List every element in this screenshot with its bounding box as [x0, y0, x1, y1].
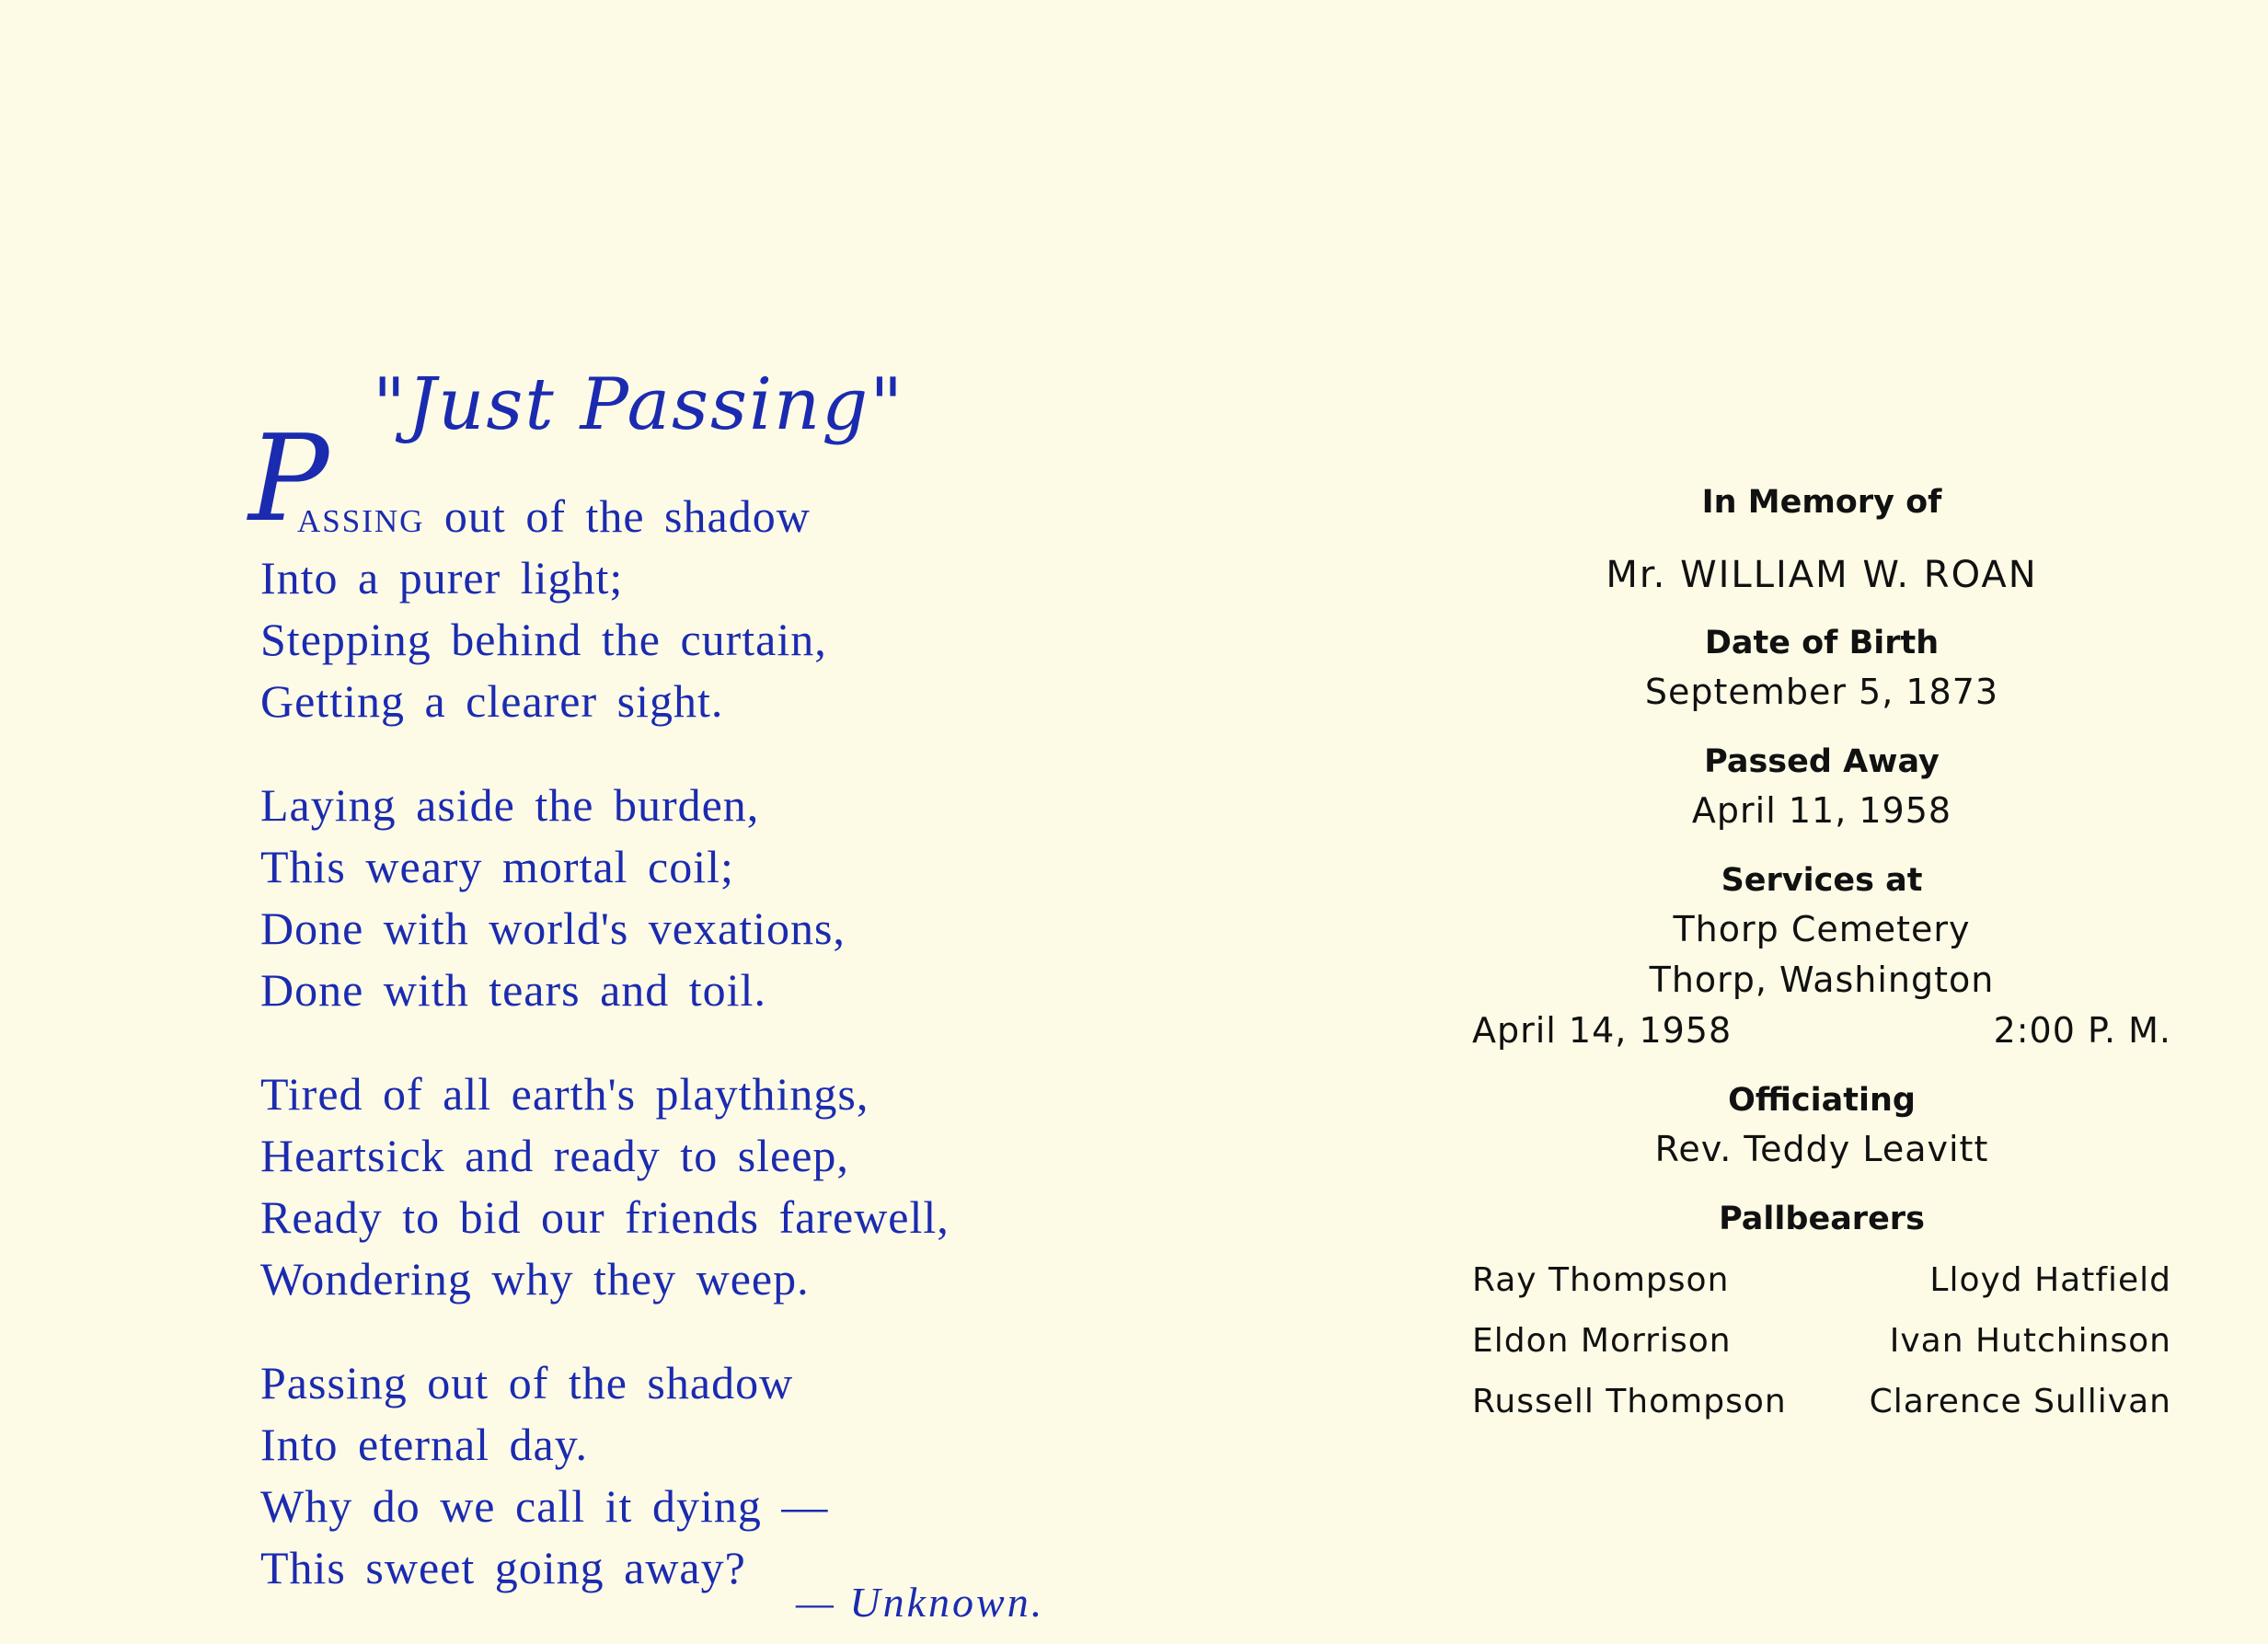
death-date: April 11, 1958	[1691, 790, 1952, 831]
birth-date: September 5, 1873	[1644, 672, 1999, 712]
poem-attribution: — Unknown.	[796, 1579, 1045, 1626]
pallbearer: Ivan Hutchinson	[1889, 1322, 2171, 1360]
in-memory-section	[1472, 478, 2171, 601]
poem-line: This weary mortal coil;	[260, 841, 734, 892]
birth-section	[1472, 619, 2171, 718]
officiant-name: Rev. Teddy Leavitt	[1654, 1129, 1989, 1169]
poem-line: Passing out of the shadow	[260, 1357, 794, 1408]
poem-line: Why do we call it dying —	[260, 1480, 829, 1532]
services-time: 2:00 P. M.	[1993, 1010, 2171, 1051]
poem-line: Stepping behind the curtain,	[260, 614, 827, 665]
first-line-smallcaps: assing	[297, 490, 425, 542]
birth-label: Date of Birth	[1704, 625, 1940, 661]
poem-title: "Just Passing"	[373, 363, 905, 446]
poem-line: Laying aside the burden,	[260, 779, 760, 831]
in-memory-label: In Memory of	[1701, 484, 1942, 521]
poem-stanza-2	[260, 775, 950, 1021]
poem-stanza-4	[260, 1352, 950, 1599]
pallbearer: Eldon Morrison	[1472, 1322, 1732, 1360]
poem-line: Wondering why they weep.	[260, 1253, 810, 1305]
officiating-label: Officiating	[1728, 1082, 1916, 1119]
poem-line: Into a purer light;	[260, 552, 624, 604]
pallbearer: Russell Thompson	[1472, 1383, 1787, 1420]
poem-line: This sweet going away?	[260, 1542, 746, 1593]
pallbearers-section	[1472, 1195, 2171, 1243]
services-place: Thorp Cemetery	[1673, 909, 1971, 949]
pallbearer: Clarence Sullivan	[1869, 1383, 2171, 1420]
poem-line: Ready to bid our friends farewell,	[260, 1191, 950, 1243]
poem-stanza-1	[260, 486, 950, 732]
poem-body	[260, 486, 950, 1641]
services-date: April 14, 1958	[1472, 1010, 1733, 1051]
death-label: Passed Away	[1704, 743, 1940, 780]
poem-line: Done with world's vexations,	[260, 902, 846, 954]
death-section	[1472, 738, 2171, 836]
poem-line: Tired of all earth's playthings,	[260, 1068, 869, 1120]
officiating-section	[1472, 1076, 2171, 1175]
pallbearer: Ray Thompson	[1472, 1261, 1730, 1299]
poem-line	[260, 486, 950, 547]
pallbearers-label: Pallbearers	[1719, 1201, 1925, 1237]
services-city: Thorp, Washington	[1649, 960, 1995, 1000]
poem-line: Into eternal day.	[260, 1419, 588, 1470]
first-line-rest: out of the shadow	[424, 490, 811, 542]
services-section	[1472, 856, 2171, 1006]
poem-stanza-3	[260, 1063, 950, 1310]
memorial-details	[1472, 478, 2171, 1432]
pallbearer: Lloyd Hatfield	[1929, 1261, 2171, 1299]
poem-line: Done with tears and toil.	[260, 964, 766, 1016]
deceased-name: Mr. WILLIAM W. ROAN	[1606, 554, 2038, 596]
services-label: Services at	[1721, 862, 1923, 899]
services-datetime	[1472, 1006, 2171, 1056]
pallbearers-list	[1472, 1250, 2171, 1432]
poem-line: Heartsick and ready to sleep,	[260, 1130, 849, 1181]
drop-cap: P	[248, 408, 329, 548]
poem-line: Getting a clearer sight.	[260, 675, 724, 727]
